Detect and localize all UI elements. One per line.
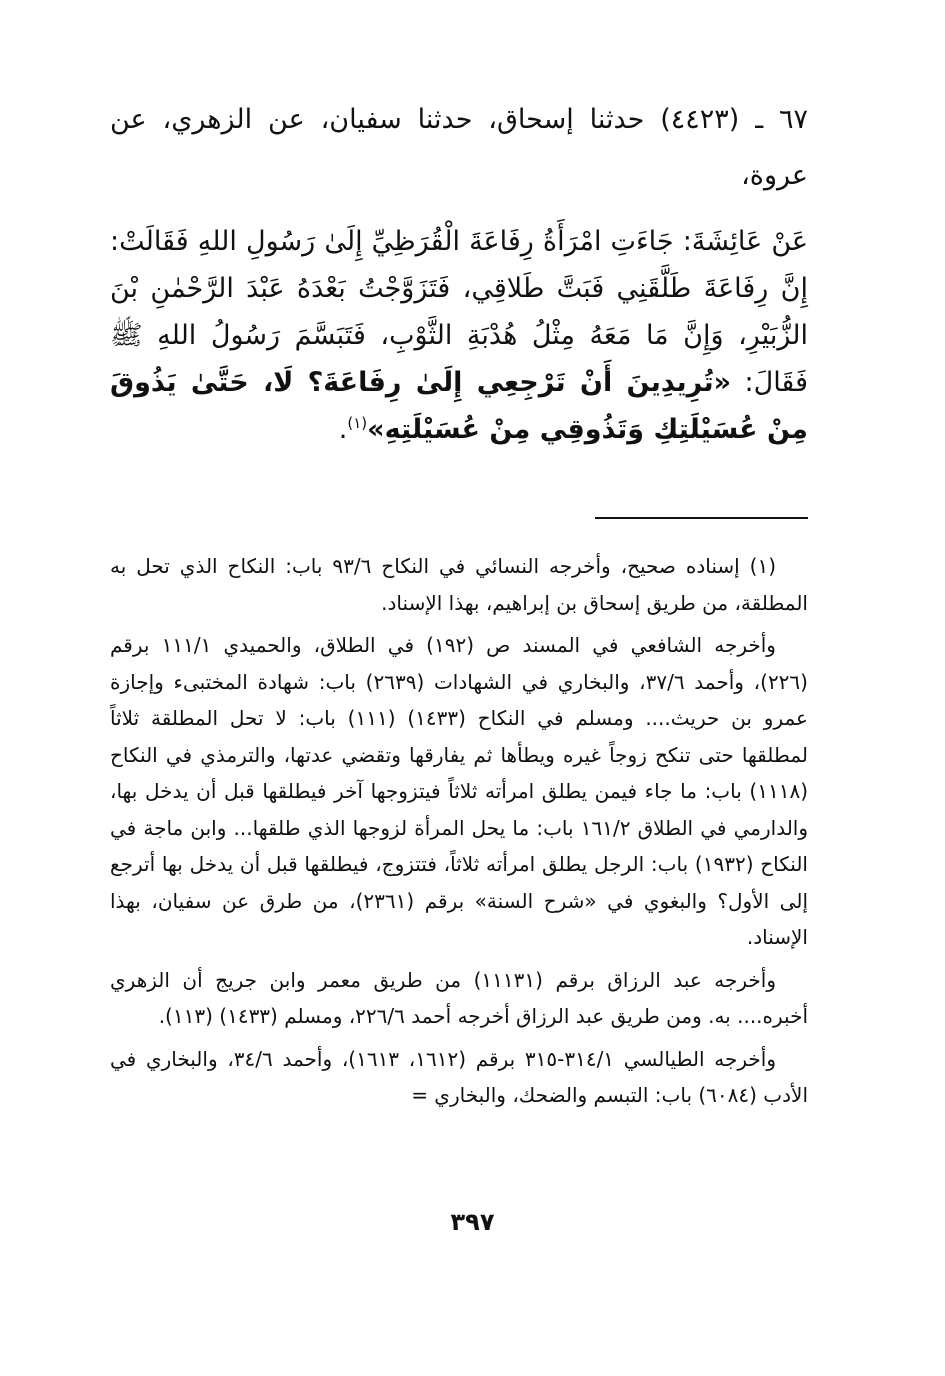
footnote-paragraph: وأخرجه الطيالسي ٣١٤/١-٣١٥ برقم (١٦١٢، ١٦١٣)، وأحمد ٣٤/٦، والبخاري في الأدب (٦٠٨٤) باب: التبسم والضحك، والبخاري = (110, 1046, 808, 1107)
footnote-marker: (١) (347, 414, 368, 432)
footnotes (110, 548, 808, 1120)
footnote-paragraph: (١) إسناده صحيح، وأخرجه النسائي في النكاح ٩٣/٦ باب: النكاح الذي تحل به المطلقة، من طريق إسحاق بن إبراهيم، بهذا الإسناد. (110, 554, 808, 615)
hadith-narration: عَنْ عَائِشَةَ: جَاءَتِ امْرَأَةُ رِفَاعَةَ الْقُرَظِيِّ إِلَىٰ رَسُولِ اللهِ فَقَالَتْ: إِنَّ رِفَاعَةَ طَلَّقَنِي فَبَتَّ طَلاقِي، فَتَزَوَّجْتُ بَعْدَهُ عَبْدَ الرَّحْمٰنِ بْنَ الزُّبَيْرِ، وَإِنَّ مَا مَعَهُ مِثْلُ هُدْبَةِ الثَّوْبِ، فَتَبَسَّمَ رَسُولُ اللهِ ﷺ فَقَالَ: (110, 226, 808, 398)
footnote-paragraph: وأخرجه عبد الرزاق برقم (١١١٣١) من طريق معمر وابن جريج أن الزهري أخبره.... به. ومن طريق عبد الرزاق أخرجه أحمد ٢٢٦/٦، ومسلم (١٤٣٣) (١١٣). (110, 967, 808, 1028)
hadith-matn (110, 218, 808, 453)
footnote-separator (595, 517, 808, 519)
page-number: ٣٩٧ (450, 1208, 495, 1236)
prophetic-quote: «تُرِيدِينَ أَنْ تَرْجِعِي إِلَىٰ رِفَاعَةَ؟ لَا، حَتَّىٰ يَذُوقَ مِنْ عُسَيْلَتِكِ وَتَذُوقِي مِنْ عُسَيْلَتِهِ» (110, 367, 808, 445)
footnote-paragraph: وأخرجه الشافعي في المسند ص (١٩٢) في الطلاق، والحميدي ١١١/١ برقم (٢٢٦)، وأحمد ٣٧/٦، والبخاري في الشهادات (٢٦٣٩) باب: شهادة المختبىء وإجازة عمرو بن حريث.... ومسلم في النكاح (١٤٣٣) (١١١) باب: لا تحل المطلقة ثلاثاً لمطلقها حتى تنكح زوجاً غيره ويطأها ثم يفارقها وتقضي عدتها، والترمذي في النكاح (١١١٨) باب: ما جاء فيمن يطلق امرأته ثلاثاً فيتزوجها آخر فيطلقها قبل أن يدخل بها، والدارمي في الطلاق ١٦١/٢ باب: ما يحل المرأة لزوجها الذي طلقها... وابن ماجة في النكاح (١٩٣٢) باب: الرجل يطلق امرأته ثلاثاً، فتتزوج، فيطلقها قبل أن يدخل بها أترجع إلى الأول؟ والبغوي في «شرح السنة» برقم (٢٣٦١)، من طرق عن سفيان، بهذا الإسناد. (110, 633, 809, 949)
hadith-isnad: ٦٧ ـ (٤٤٢٣) حدثنا إسحاق، حدثنا سفيان، عن الزهري، عن عروة، (110, 104, 808, 191)
sentence-end: . (338, 414, 348, 445)
main-text (110, 92, 808, 453)
